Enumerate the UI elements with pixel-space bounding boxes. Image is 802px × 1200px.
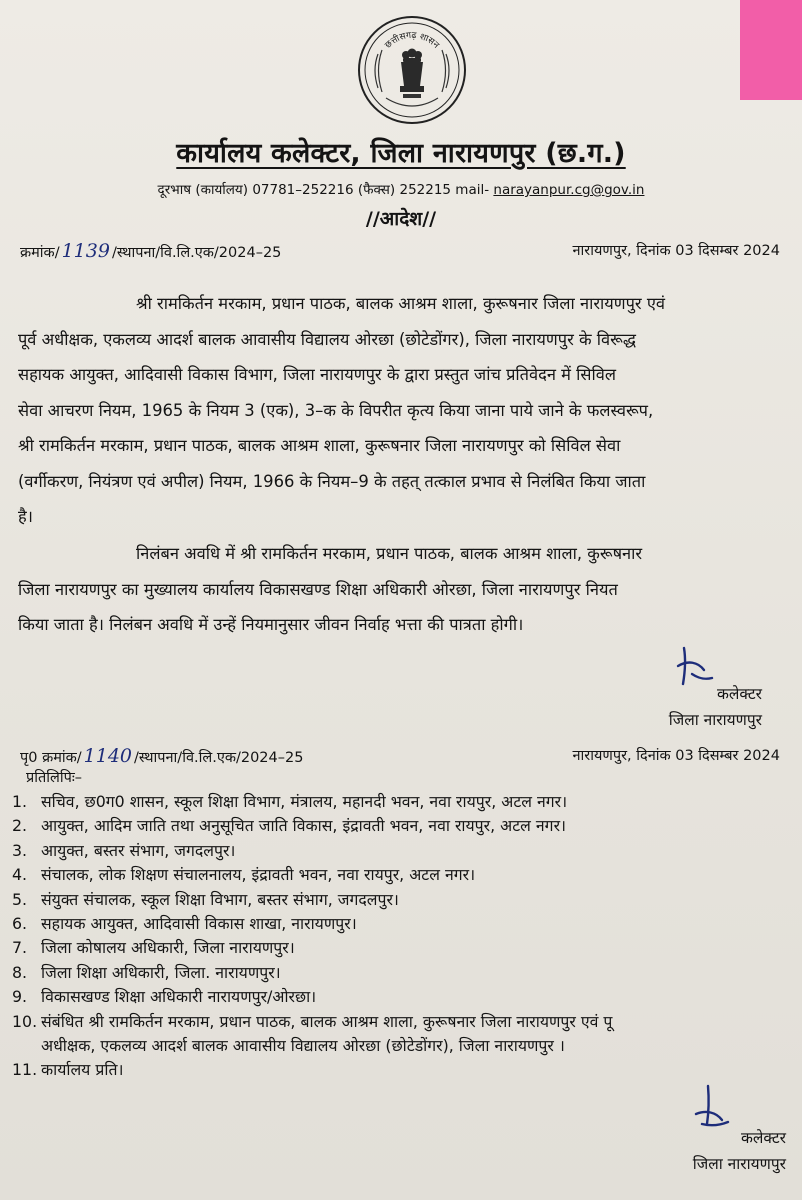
list-item: 10. संबंधित श्री रामकिर्तन मरकाम, प्रधान पाठक, बालक आश्रम शाला, कुरूषनार जिला नारायणपुर एवं पू अधीक्षक, एकलव्य आदर्श बालक आवासीय विद्यालय ओरछा (छोटेडोंगर), जिला नारायणपुर ।	[12, 1011, 613, 1056]
list-item: 9. विकासखण्ड शिक्षा अधिकारी नारायणपुर/ओरछा।	[12, 987, 317, 1007]
order-paragraph-2: निलंबन अवधि में श्री रामकिर्तन मरकाम, प्रधान पाठक, बालक आश्रम शाला, कुरूषनार जिला नारायणपुर का मुख्यालय कार्यालय विकासखण्ड शिक्षा अधिकारी ओरछा, जिला नारायणपुर नियत किया जाता है। निलंबन अवधि में उन्हें नियमानुसार जीवन निर्वाह भत्ता की पात्रता होगी।	[18, 544, 643, 634]
signatory-designation: कलेक्टर	[716, 685, 762, 703]
signatory-district: जिला नारायणपुर	[692, 1155, 786, 1173]
copy-place-date: नारायणपुर, दिनांक 03 दिसम्बर 2024	[572, 748, 780, 764]
order-heading: //आदेश//	[365, 208, 437, 230]
order-reference-line	[20, 240, 780, 260]
contact-line	[0, 180, 802, 198]
list-item: 8. जिला शिक्षा अधिकारी, जिला. नारायणपुर।	[12, 962, 281, 982]
handwritten-signature-2	[688, 1084, 732, 1132]
seal-text: छत्तीसगढ़ शासन	[383, 30, 441, 51]
list-item: 3. आयुक्त, बस्तर संभाग, जगदलपुर।	[12, 840, 236, 860]
handwritten-copy-number: 1140	[83, 745, 133, 767]
order-place-date: नारायणपुर, दिनांक 03 दिसम्बर 2024	[572, 243, 780, 259]
list-item: 2. आयुक्त, आदिम जाति तथा अनुसूचित जाति विकास, इंद्रावती भवन, नवा रायपुर, अटल नगर।	[12, 816, 567, 836]
list-item: 4. संचालक, लोक शिक्षण संचालनालय, इंद्रावती भवन, नवा रायपुर, अटल नगर।	[12, 865, 476, 885]
list-item: 6. सहायक आयुक्त, आदिवासी विकास शाखा, नारायणपुर।	[12, 914, 357, 934]
signatory-designation: कलेक्टर	[740, 1129, 786, 1147]
copy-to-label: प्रतिलिपिः–	[26, 770, 83, 786]
pink-sticky-note	[740, 0, 802, 100]
list-item: 1. सचिव, छ0ग0 शासन, स्कूल शिक्षा विभाग, मंत्रालय, महानदी भवन, नवा रायपुर, अटल नगर।	[12, 792, 568, 811]
contact-phone-fax: दूरभाष (कार्यालय) 07781–252216 (फैक्स) 252215 mail-	[157, 182, 494, 198]
handwritten-order-number: 1139	[61, 240, 110, 262]
signature-block-2	[693, 1126, 786, 1174]
contact-email: narayanpur.cg@gov.in	[493, 182, 645, 198]
signature-block-1	[669, 682, 762, 730]
copy-order-number: पृ0 क्रमांक/ 1140 /स्थापना/वि.लि.एक/2024–25	[20, 745, 304, 767]
order-number: क्रमांक/ 1139 /स्थापना/वि.लि.एक/2024–25	[20, 240, 282, 262]
copy-reference-line	[20, 745, 780, 765]
copy-recipient-list	[12, 790, 802, 1083]
list-item: 11. कार्यालय प्रति।	[12, 1060, 124, 1080]
list-item: 5. संयुक्त संचालक, स्कूल शिक्षा विभाग, बस्तर संभाग, जगदलपुर।	[12, 889, 399, 909]
signatory-district: जिला नारायणपुर	[668, 711, 762, 729]
government-emblem-seal	[356, 14, 468, 126]
office-title: कार्यालय कलेक्टर, जिला नारायणपुर (छ.ग.)	[176, 138, 626, 169]
order-paragraph-1: श्री रामकिर्तन मरकाम, प्रधान पाठक, बालक आश्रम शाला, कुरूषनार जिला नारायणपुर एवं पूर्व अधीक्षक, एकलव्य आदर्श बालक आवासीय विद्यालय ओरछा (छोटेडोंगर), जिला नारायणपुर के विरूद्ध सहायक आयुक्त, आदिवासी विकास विभाग, जिला नारायणपुर के द्वारा प्रस्तुत जांच प्रतिवेदन में सिविल सेवा आचरण नियम, 1965 के नियम 3 (एक), 3–क के विपरीत कृत्य किया जाना पाये जाने के फलस्वरूप, श्री रामकिर्तन मरकाम, प्रधान पाठक, बालक आश्रम शाला, कुरूषनार जिला नारायणपुर को सिविल सेवा (वर्गीकरण, नियंत्रण एवं अपील) नियम, 1966 के नियम–9 के तहत् तत्काल प्रभाव से निलंबित किया जाता है।	[18, 294, 666, 526]
list-item: 7. जिला कोषालय अधिकारी, जिला नारायणपुर।	[12, 938, 295, 958]
